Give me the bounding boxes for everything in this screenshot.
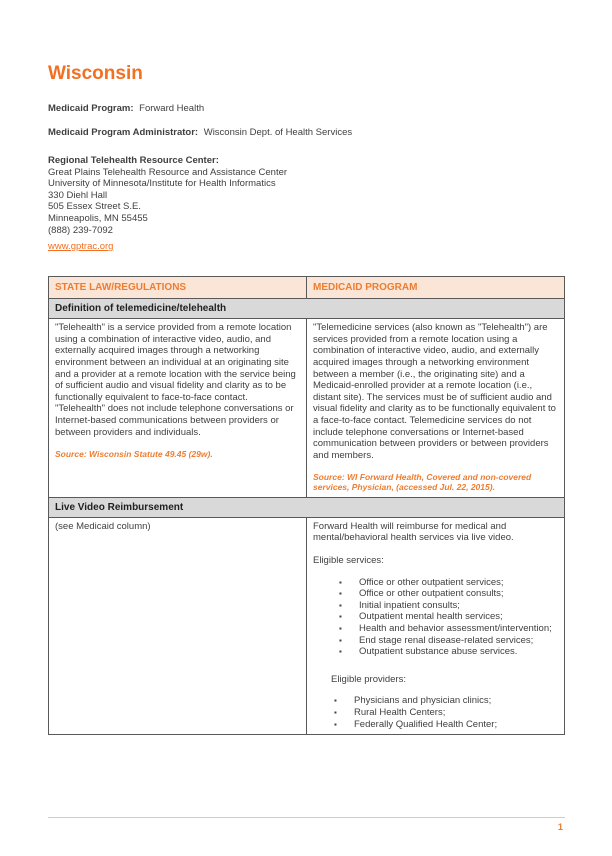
administrator-line xyxy=(48,127,565,139)
address-line: 330 Diehl Hall xyxy=(48,189,108,201)
section-row-live-video xyxy=(49,497,565,517)
eligible-service-item: ▪ Office or other outpatient consults; xyxy=(339,588,558,600)
rtrc-label: Regional Telehealth Resource Center: xyxy=(48,155,219,166)
eligible-service-item: ▪ Outpatient substance abuse services. xyxy=(339,646,558,658)
definition-state-law-source: Source: Wisconsin Statute 49.45 (29w). xyxy=(55,449,213,460)
eligible-providers-label: Eligible providers: xyxy=(331,673,406,685)
page-title: Wisconsin xyxy=(48,63,143,84)
definition-state-law-cell xyxy=(49,319,307,498)
definition-medicaid-text: "Telemedicine services (also known as "Telehealth") are services provided from a remote location using a combination of interactive video, audio, and externally acquired images through a networking environment between a member (i.e., the originating site) and a Medicaid-enrolled provider at a remote location (i.e., distant site). The services must be of sufficient audio and visual fidelity and clarity as to be functionally equivalent to a face-to-face contact. Telemedicine services do not include telephone conversations or Internet-based communication between providers or between providers and members. xyxy=(313,322,556,461)
eligible-provider-item: ▪ Physicians and physician clinics; xyxy=(334,695,558,707)
section-row-definition xyxy=(49,299,565,319)
eligible-services-list xyxy=(339,577,558,658)
administrator-label: Medicaid Program Administrator: xyxy=(48,127,199,138)
address-line: University of Minnesota/Institute for Health Informatics xyxy=(48,178,276,190)
eligible-service-item: ▪ Office or other outpatient services; xyxy=(339,577,558,589)
medicaid-program-label: Medicaid Program: xyxy=(48,103,134,114)
eligible-service-item: ▪ Health and behavior assessment/intervention; xyxy=(339,623,558,635)
rtrc-address xyxy=(48,167,565,237)
medicaid-program-line xyxy=(48,103,565,115)
eligible-service-item: ▪ Outpatient mental health services; xyxy=(339,611,558,623)
medicaid-program-value: Forward Health xyxy=(139,103,205,114)
footer-divider xyxy=(48,817,565,818)
address-line: Minneapolis, MN 55455 xyxy=(48,212,148,224)
live-video-state-law-cell xyxy=(49,517,307,734)
section-heading-definition: Definition of telemedicine/telehealth xyxy=(49,299,565,319)
page-number: 1 xyxy=(557,822,563,833)
live-video-intro: Forward Health will reimburse for medical and mental/behavioral health services via live video. xyxy=(313,520,514,544)
definition-medicaid-cell xyxy=(307,319,565,498)
eligible-service-item: ▪ End stage renal disease-related services; xyxy=(339,635,558,647)
definition-row xyxy=(49,319,565,498)
gptrac-link[interactable]: www.gptrac.org xyxy=(48,241,114,253)
address-line: (888) 239-7092 xyxy=(48,224,113,236)
eligible-providers-list xyxy=(334,695,558,730)
table-header-row xyxy=(49,277,565,299)
eligible-provider-item: ▪ Federally Qualified Health Center; xyxy=(334,719,558,731)
telehealth-policy-table xyxy=(48,276,565,735)
section-heading-live-video: Live Video Reimbursement xyxy=(49,497,565,517)
eligible-provider-item: ▪ Rural Health Centers; xyxy=(334,707,558,719)
column-header-state-law: STATE LAW/REGULATIONS xyxy=(49,277,307,299)
definition-medicaid-source: Source: WI Forward Health, Covered and non-covered services, Physician, (accessed Jul. 22, 2015). xyxy=(313,472,532,493)
eligible-services-label: Eligible services: xyxy=(313,555,384,567)
administrator-value: Wisconsin Dept. of Health Services xyxy=(203,127,353,138)
address-line: Great Plains Telehealth Resource and Assistance Center xyxy=(48,166,288,178)
live-video-medicaid-cell xyxy=(307,517,565,734)
column-header-medicaid: MEDICAID PROGRAM xyxy=(307,277,565,299)
eligible-service-item: ▪ Initial inpatient consults; xyxy=(339,600,558,612)
live-video-row xyxy=(49,517,565,734)
document-page xyxy=(0,64,612,856)
live-video-state-law-text: (see Medicaid column) xyxy=(55,520,151,532)
definition-state-law-text: "Telehealth" is a service provided from a remote location using a combination of interactive video, audio, and externally acquired images through a networking environment between an individual at an originating site and a provider at a remote location with the service being of sufficient audio and visual fidelity and clarity as to be functionally equivalent to face-to-face contact. "Telehealth" does not include telephone conversations or Internet-based communications between providers or between providers and individuals. xyxy=(55,322,296,438)
address-line: 505 Essex Street S.E. xyxy=(48,201,141,213)
page-content xyxy=(0,64,612,735)
